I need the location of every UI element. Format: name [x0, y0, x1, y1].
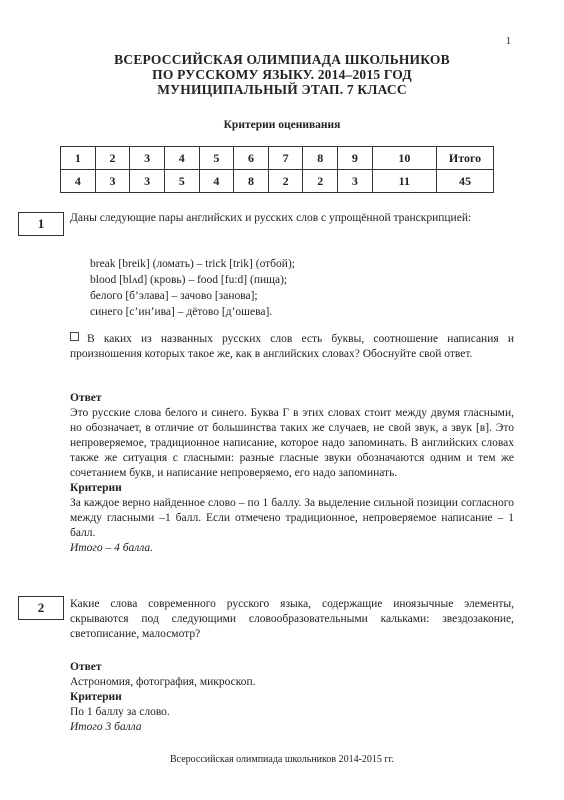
word-pair: синего [с’ин’ива] – дётово [д’ошева].: [90, 306, 273, 318]
task-1-question: [70, 332, 514, 362]
total-text: Итого 3 балла: [70, 721, 142, 733]
score-table-cell: 3: [130, 170, 165, 193]
task-2-question: Какие слова современного русского языка, содержащие иноязычные элементы, скрываются под следующими словообразовательными кальками: звездозаконие, светописание, малосмотр?: [70, 598, 514, 640]
score-table-values-row: [61, 170, 494, 193]
score-table-cell: 6: [234, 147, 269, 170]
criteria-label: Критерии: [70, 482, 122, 494]
score-table-cell: 1: [61, 147, 96, 170]
word-pair: break [breik] (ломать) – trick [trik] (отбой);: [90, 258, 295, 270]
score-table-cell: 4: [61, 170, 96, 193]
task-number: 1: [37, 216, 45, 231]
score-table-cell: 9: [338, 147, 373, 170]
score-table-cell: 45: [437, 170, 494, 193]
total-text: Итого – 4 балла.: [70, 542, 154, 554]
score-table-cell: 5: [199, 147, 234, 170]
score-table-cell: 5: [164, 170, 199, 193]
score-table-cell: 3: [338, 170, 373, 193]
title-line-3: МУНИЦИПАЛЬНЫЙ ЭТАП. 7 КЛАСС: [157, 82, 407, 97]
score-table-cell: 4: [199, 170, 234, 193]
score-table-cell: 2: [95, 147, 130, 170]
task-number-box: [18, 596, 64, 620]
document-title: [0, 52, 564, 97]
score-table-cell: 10: [372, 147, 436, 170]
task-1-answer-section: [70, 391, 514, 556]
page-footer: Всероссийская олимпиада школьников 2014-2015 гг.: [169, 754, 395, 765]
score-table-cell: 7: [268, 147, 303, 170]
answer-label: Ответ: [70, 392, 102, 404]
task-number-box: [18, 212, 64, 236]
question-text: В каких из названных русских слов есть буквы, соотношение написания и произношения которых такое же, как в английских словах? Обоснуйте свой ответ.: [70, 333, 514, 360]
score-table-cell: 8: [234, 170, 269, 193]
word-pairs: [90, 256, 490, 320]
score-table-cell: 8: [303, 147, 338, 170]
score-table-cell: 2: [303, 170, 338, 193]
task-number: 2: [37, 600, 45, 615]
criteria-heading: Критерии оценивания: [223, 119, 341, 131]
answer-text: Это русские слова белого и синего. Буква Г в этих словах стоит между двумя гласными, но обозначает, в отличие от большинства таких же случаев, не свой звук, а звук [в]. Это непроверяемое, традиционное написание, которое надо запоминать. В английских словах также же ситуация с гласными: разные гласные звуки обозначаются одним и тем же сочетанием букв, и написание непроверяемо, его надо запоминать.: [70, 407, 514, 479]
score-table-cell: 3: [130, 147, 165, 170]
score-table-cell: 2: [268, 170, 303, 193]
score-table: [60, 146, 494, 193]
score-table-cell: 4: [164, 147, 199, 170]
score-table-header-row: [61, 147, 494, 170]
page-number: 1: [506, 36, 511, 47]
word-pair: blood [blʌd] (кровь) – food [fu:d] (пища);: [90, 274, 288, 286]
word-pair: белого [б’элава] – зачово [занова];: [90, 290, 258, 302]
task-2-answer-section: [70, 660, 514, 735]
title-line-2: ПО РУССКОМУ ЯЗЫКУ. 2014–2015 ГОД: [152, 67, 412, 82]
title-line-1: ВСЕРОССИЙСКАЯ ОЛИМПИАДА ШКОЛЬНИКОВ: [114, 52, 450, 67]
criteria-text: За каждое верно найденное слово – по 1 баллу. За выделение сильной позиции согласного между гласными –1 балл. Если отмечено традиционное, непроверяемое написание – 1 балл.: [70, 497, 514, 539]
bullet-box-icon: [70, 332, 79, 341]
answer-text: Астрономия, фотография, микроскоп.: [70, 676, 256, 688]
criteria-text: По 1 баллу за слово.: [70, 706, 170, 718]
task-1-intro: Даны следующие пары английских и русских слов с упрощённой транскрипцией:: [70, 212, 472, 224]
score-table-cell: 3: [95, 170, 130, 193]
score-table-cell: 11: [372, 170, 436, 193]
criteria-label: Критерии: [70, 691, 122, 703]
score-table-cell: Итого: [437, 147, 494, 170]
answer-label: Ответ: [70, 661, 102, 673]
